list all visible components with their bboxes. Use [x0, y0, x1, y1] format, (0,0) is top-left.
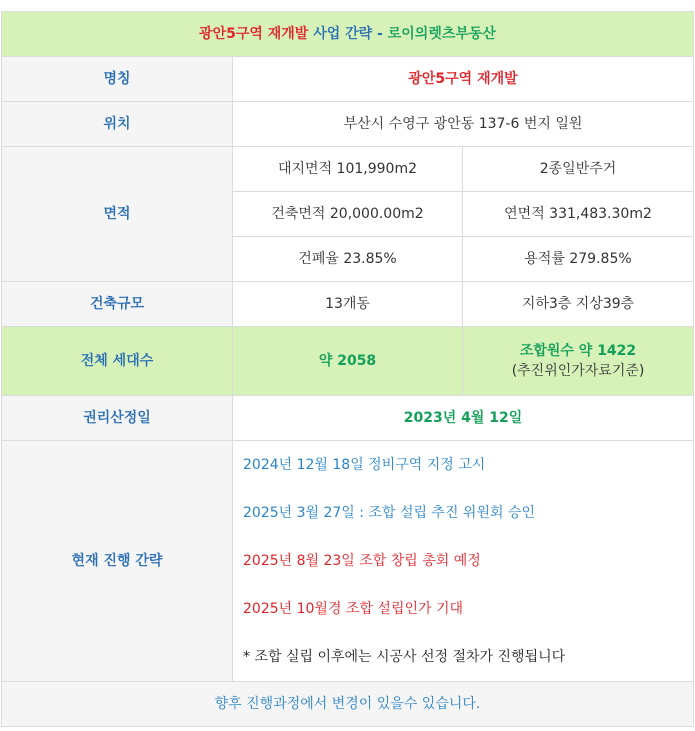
area-label: 면적 — [2, 147, 233, 282]
title-brand: 로이의렛츠부동산 — [387, 26, 496, 42]
table-title — [2, 12, 694, 57]
rights-date-label: 권리산정일 — [2, 396, 233, 441]
floor-count: 지하3층 지상39층 — [463, 282, 694, 327]
title-project: 광안5구역 재개발 — [199, 26, 309, 42]
progress-timeline — [233, 441, 694, 682]
area-row-1 — [2, 147, 694, 192]
rights-date-row — [2, 396, 694, 441]
location-row — [2, 102, 694, 147]
total-floor-area: 연면적 331,483.30m2 — [463, 192, 694, 237]
footer-row — [2, 682, 694, 727]
project-summary-table — [1, 11, 694, 727]
header-row — [2, 12, 694, 57]
timeline-item: 2024년 12월 18일 정비구역 지정 고시 — [243, 457, 486, 473]
name-row — [2, 57, 694, 102]
floor-area-ratio: 용적률 279.85% — [463, 237, 694, 282]
coverage-ratio: 건폐율 23.85% — [233, 237, 463, 282]
households-label: 전체 세대수 — [2, 327, 233, 396]
scale-row — [2, 282, 694, 327]
members-cell — [463, 327, 694, 396]
scale-label: 건축규모 — [2, 282, 233, 327]
households-row — [2, 327, 694, 396]
timeline-item: 2025년 10월경 조합 설립인가 기대 — [243, 601, 464, 617]
location-value: 부산시 수영구 광안동 137-6 번지 일원 — [233, 102, 694, 147]
land-area: 대지면적 101,990m2 — [233, 147, 463, 192]
progress-row — [2, 441, 694, 682]
footer-note: 향후 진행과정에서 변경이 있을수 있습니다. — [2, 682, 694, 727]
name-value: 광안5구역 재개발 — [233, 57, 694, 102]
zoning: 2종일반주거 — [463, 147, 694, 192]
building-area: 건축면적 20,000.00m2 — [233, 192, 463, 237]
timeline-item: 2025년 3월 27일 : 조합 설립 추진 위원회 승인 — [243, 505, 536, 521]
timeline-item: 2025년 8월 23일 조합 창립 총회 예정 — [243, 553, 481, 569]
timeline-note: * 조합 실립 이후에는 시공사 선정 절차가 진행됩니다 — [243, 649, 566, 665]
name-label: 명칭 — [2, 57, 233, 102]
members-note: (추진위인가자료기준) — [511, 363, 645, 379]
rights-date-value: 2023년 4월 12일 — [233, 396, 694, 441]
title-middle: 사업 간략 - — [308, 26, 388, 42]
progress-label: 현재 진행 간략 — [2, 441, 233, 682]
location-label: 위치 — [2, 102, 233, 147]
building-count: 13개동 — [233, 282, 463, 327]
members-count: 조합원수 약 1422 — [519, 343, 637, 359]
households-total: 약 2058 — [233, 327, 463, 396]
